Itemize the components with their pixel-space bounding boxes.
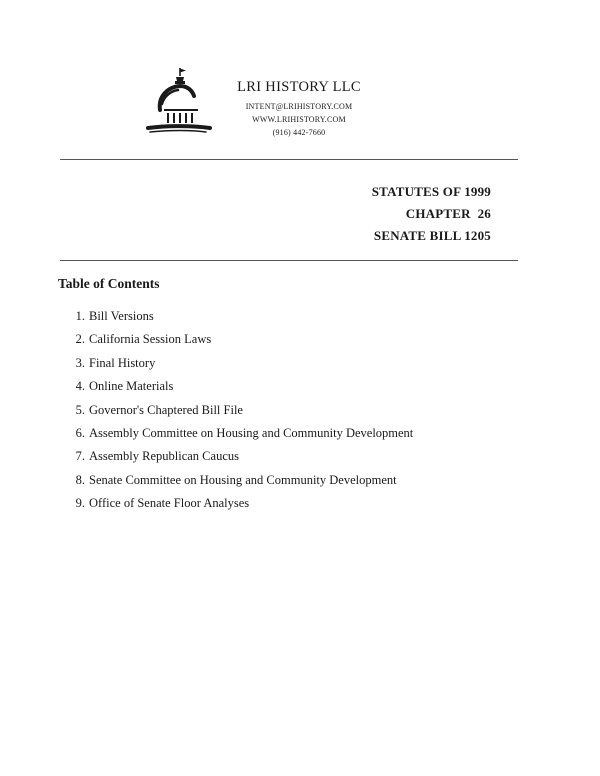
- company-header: [224, 78, 374, 139]
- capitol-dome-icon: [144, 66, 214, 138]
- toc-item-label: Office of Senate Floor Analyses: [89, 496, 250, 511]
- toc-item-bill-versions: [60, 307, 413, 330]
- toc-item-label: Governor's Chaptered Bill File: [89, 402, 243, 417]
- toc-item-label: California Session Laws: [89, 332, 212, 347]
- statute-year: STATUTES OF 1999: [371, 184, 491, 199]
- toc-list: [60, 307, 413, 518]
- toc-item-label: Bill Versions: [89, 309, 154, 323]
- toc-item-label: Final History: [89, 355, 156, 370]
- toc-item-number: 5.: [75, 402, 85, 417]
- toc-item-number: 2.: [75, 332, 85, 347]
- statute-bill: SENATE BILL 1205: [373, 228, 491, 243]
- toc-item-number: 1.: [75, 309, 85, 323]
- toc-item-session-laws: [60, 330, 413, 353]
- company-name: LRI HISTORY LLC: [237, 79, 361, 95]
- top-divider: [60, 159, 518, 160]
- toc-item-republican-caucus: [60, 447, 413, 470]
- toc-item-label: Assembly Republican Caucus: [89, 449, 239, 464]
- toc-title: Table of Contents: [58, 276, 160, 291]
- toc-item-number: 3.: [75, 355, 85, 370]
- toc-item-number: 6.: [75, 425, 85, 440]
- statute-chapter: CHAPTER 26: [405, 206, 491, 221]
- bottom-divider: [60, 260, 518, 261]
- company-website: WWW.LRIHISTORY.COM: [252, 115, 346, 124]
- company-email: INTENT@LRIHISTORY.COM: [245, 102, 353, 111]
- toc-item-number: 7.: [75, 449, 85, 464]
- toc-item-final-history: [60, 354, 413, 377]
- toc-item-number: 4.: [75, 379, 85, 394]
- statute-block: [372, 181, 491, 247]
- toc-item-number: 8.: [75, 472, 85, 487]
- toc-item-assembly-housing: [60, 424, 413, 447]
- toc-item-governors-file: [60, 401, 413, 424]
- toc-item-online-materials: [60, 377, 413, 400]
- toc-item-number: 9.: [75, 496, 85, 511]
- toc-item-floor-analyses: [60, 494, 413, 517]
- toc-item-label: Senate Committee on Housing and Community Development: [89, 472, 397, 487]
- toc-item-senate-housing: [60, 471, 413, 494]
- company-phone: (916) 442-7660: [272, 128, 326, 137]
- toc-item-label: Assembly Committee on Housing and Community Development: [89, 425, 414, 440]
- toc-item-label: Online Materials: [89, 379, 174, 394]
